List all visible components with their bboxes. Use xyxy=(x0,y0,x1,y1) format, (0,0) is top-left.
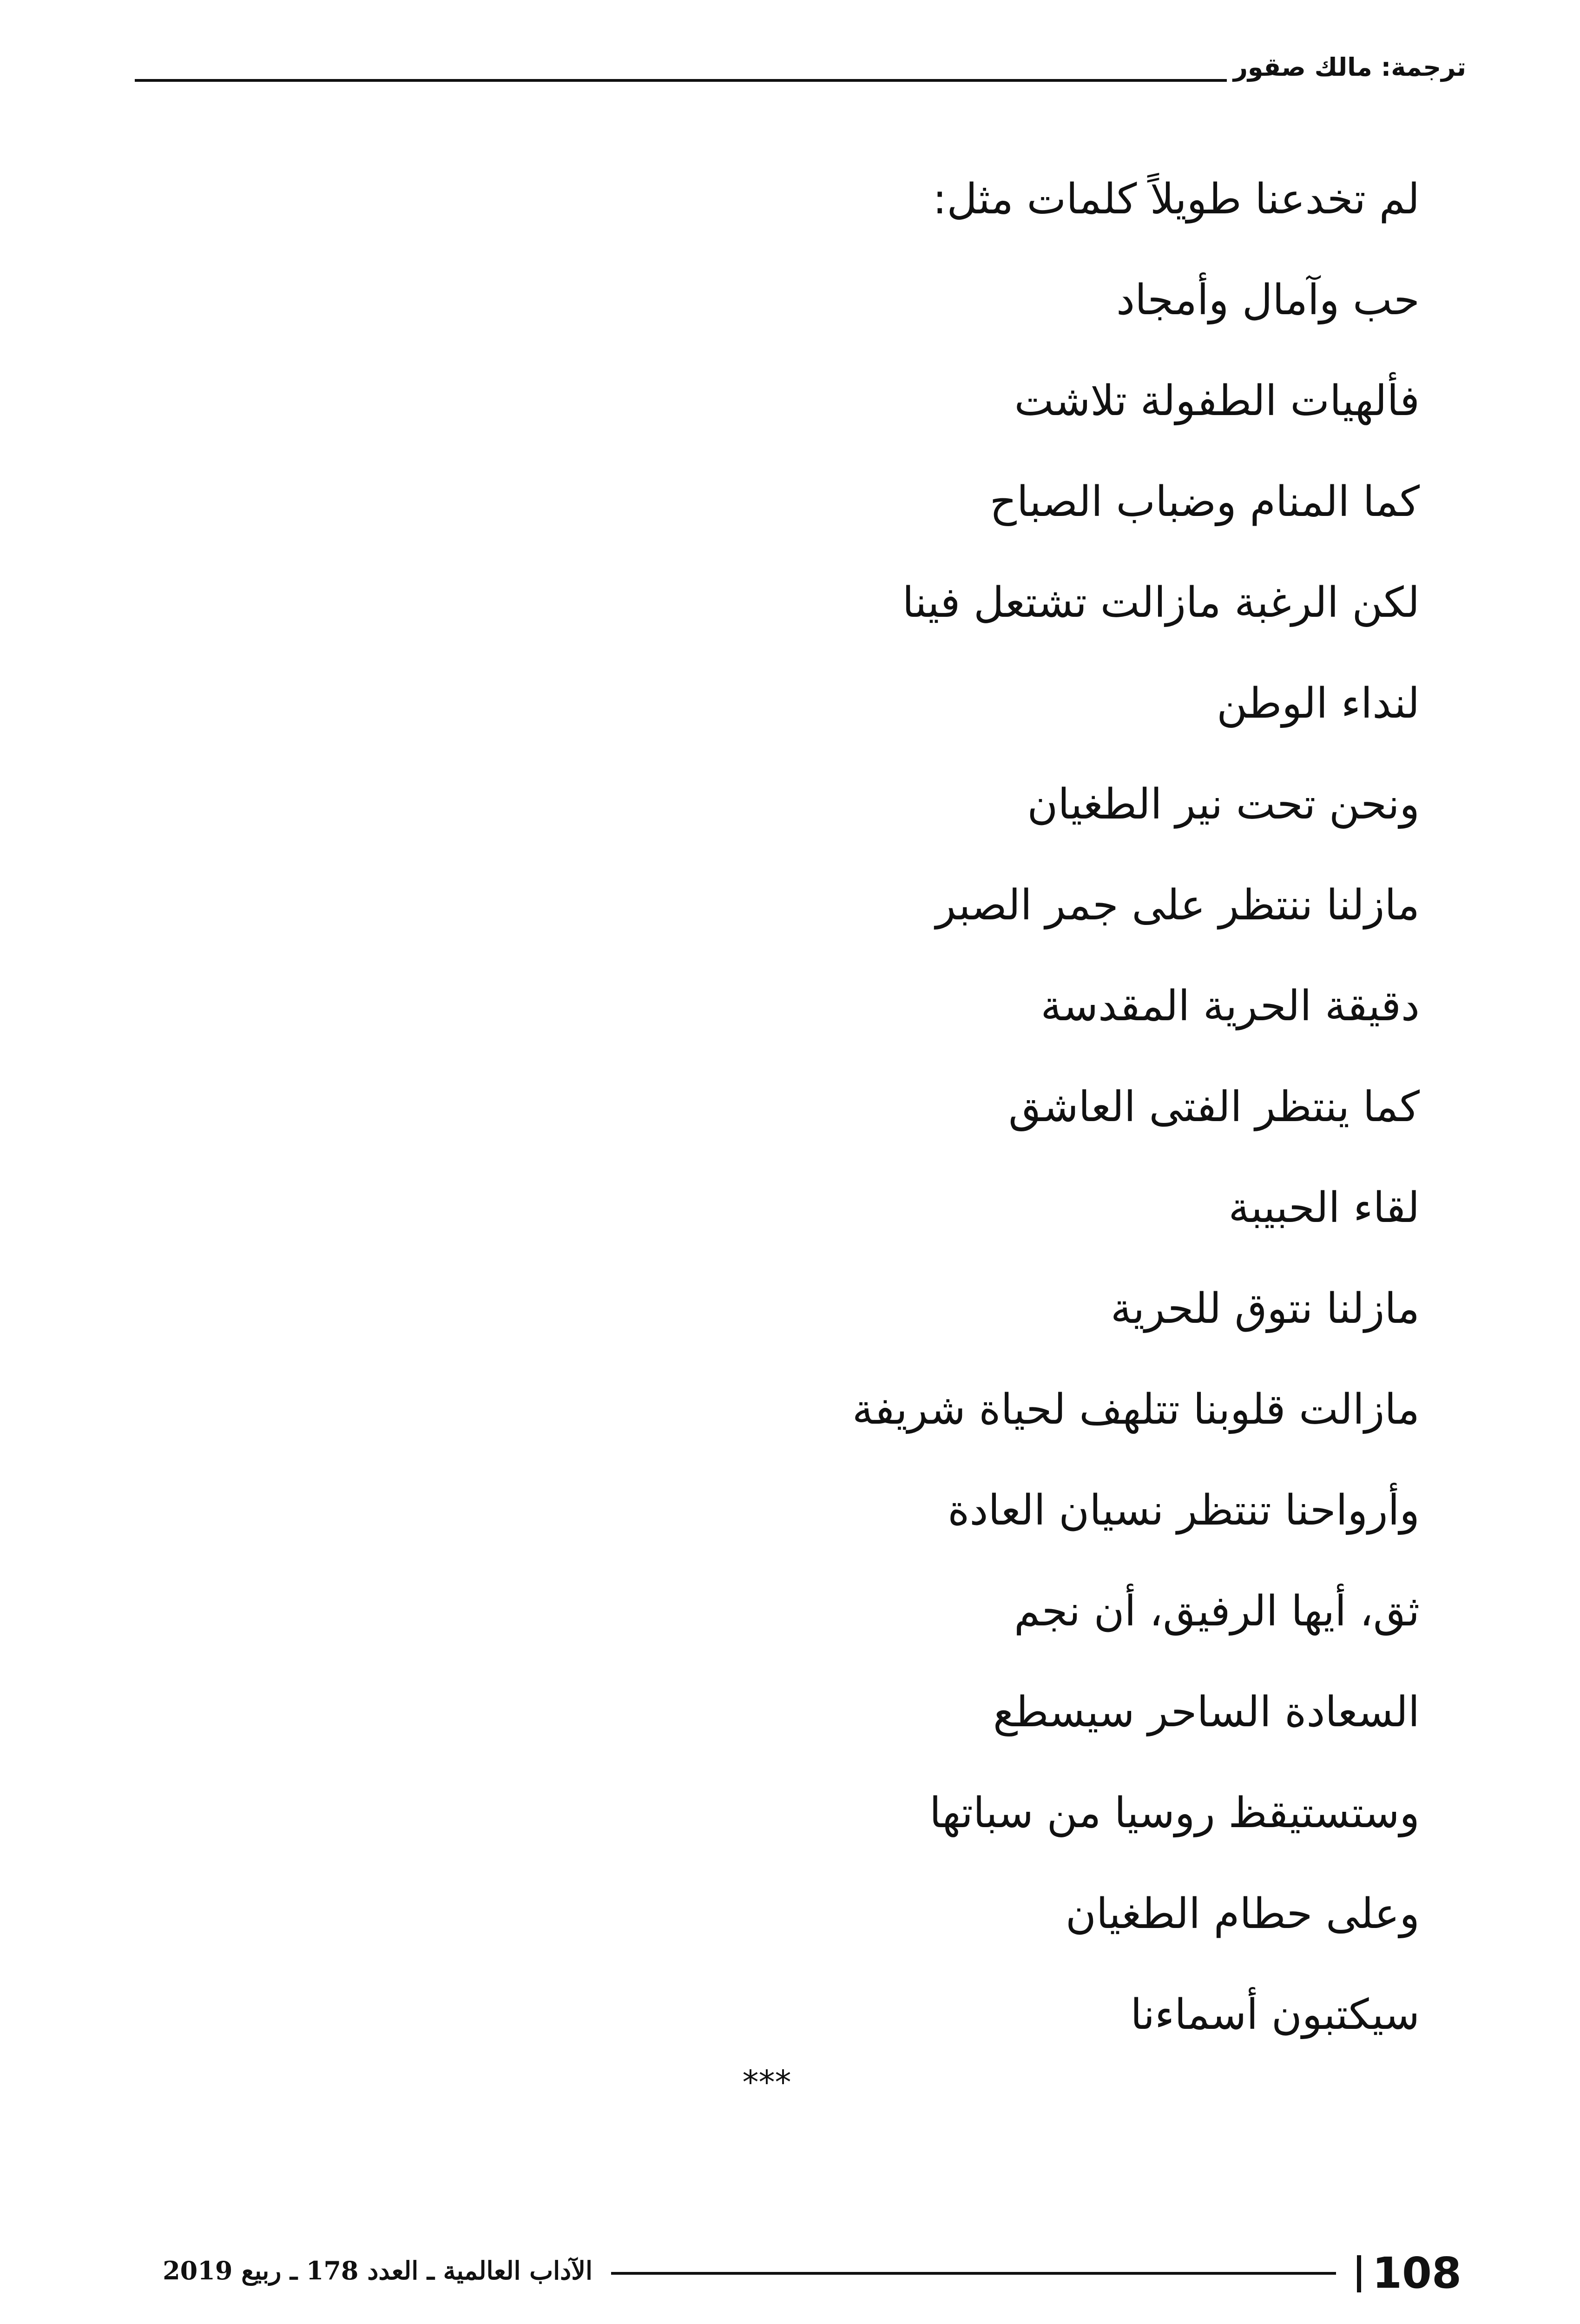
poem-line: لكن الرغبة مازالت تشتعل فينا xyxy=(902,578,1420,627)
poem-line: كما ينتظر الفتى العاشق xyxy=(1008,1083,1420,1131)
translator-credit: ترجمة: مالك صقور xyxy=(1233,53,1466,82)
poem-line: ثق، أيها الرفيق، أن نجم xyxy=(1014,1587,1420,1636)
page-number: 108 xyxy=(1372,2248,1462,2298)
poem-line: دقيقة الحرية المقدسة xyxy=(1040,982,1420,1030)
poem-line: وعلى حطام الطغيان xyxy=(1065,1889,1420,1938)
footer-divider xyxy=(1357,2255,1361,2292)
poem-line: السعادة الساحر سيسطع xyxy=(993,1688,1420,1736)
poem-line: مازلنا ننتظر على جمر الصبر xyxy=(935,881,1420,930)
poem-line: ونحن تحت نير الطغيان xyxy=(1027,780,1420,829)
poem-line: وستستيقظ روسيا من سباتها xyxy=(929,1789,1420,1837)
poem-line: مازالت قلوبنا تتلهف لحياة شريفة xyxy=(852,1385,1420,1434)
header-rule xyxy=(135,79,1227,82)
poem-line: سيكتبون أسماءنا xyxy=(1130,1990,1420,2039)
poem-line: مازلنا نتوق للحرية xyxy=(1110,1284,1420,1333)
poem-line: لنداء الوطن xyxy=(1217,679,1420,728)
footer-rule xyxy=(611,2272,1336,2275)
section-separator: *** xyxy=(742,2063,791,2101)
poem-line: فألهيات الطفولة تلاشت xyxy=(1014,376,1420,425)
poem-line: وأرواحنا تنتظر نسيان العادة xyxy=(948,1486,1420,1535)
poem-line: حب وآمال وأمجاد xyxy=(1116,276,1420,324)
poem-line: كما المنام وضباب الصباح xyxy=(989,477,1420,526)
journal-issue: الآداب العالمية ـ العدد 178 ـ ربيع 2019 xyxy=(163,2256,592,2285)
poem-line: لقاء الحبيبة xyxy=(1228,1183,1420,1232)
poem-line: لم تخدعنا طويلاً كلمات مثل: xyxy=(933,175,1420,224)
poem xyxy=(165,149,1420,2065)
